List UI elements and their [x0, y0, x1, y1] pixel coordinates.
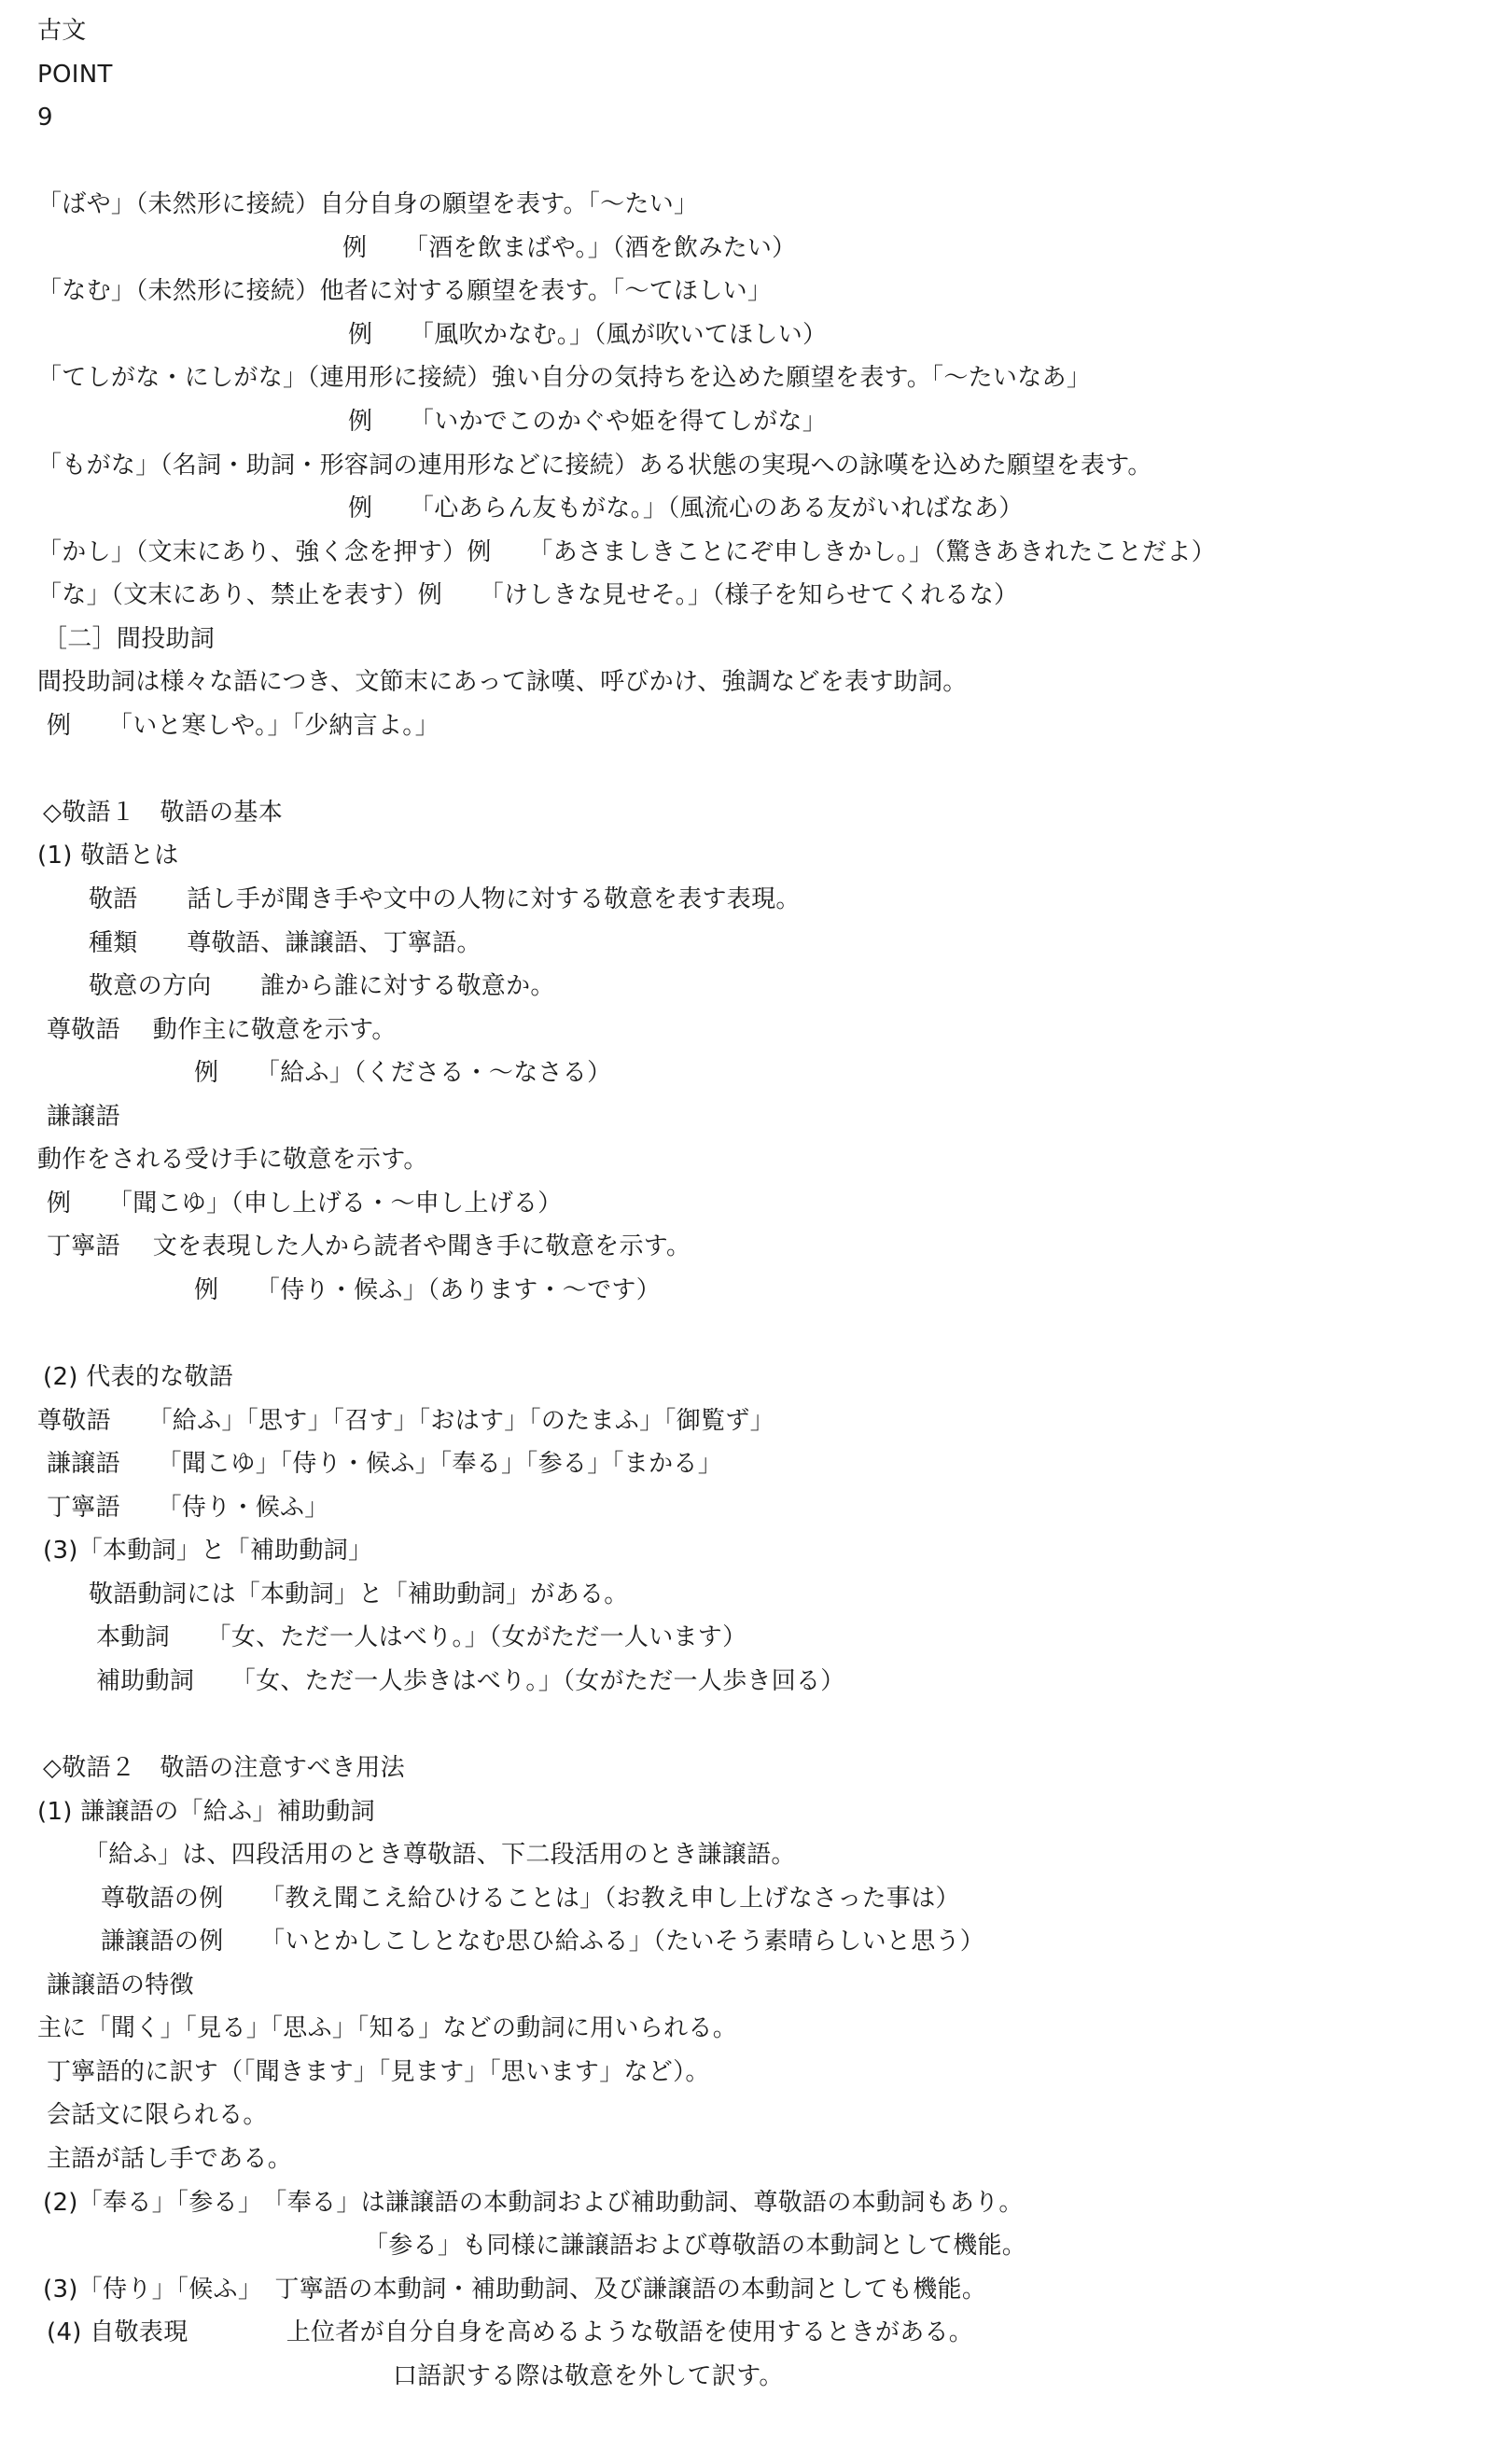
text-line: 謙譲語の特徴 [47, 1970, 194, 1999]
text-line: 口語訳する際は敬意を外して訳す。 [393, 2361, 784, 2390]
text-line: 例 「聞こゆ」（申し上げる・〜申し上げる） [47, 1189, 563, 1218]
text-line: 例 「給ふ」（くださる・〜なさる） [194, 1059, 612, 1088]
text-line: (2)「奉る」「参る」 「奉る」は謙譲語の本動詞および補助動詞、尊敬語の本動詞もあり。 [43, 2188, 1024, 2217]
text-line: 例 「酒を飲まばや。」（酒を飲みたい） [342, 233, 797, 262]
text-line: 例 「心あらん友もがな。」（風流心のある友がいればなあ） [348, 494, 1024, 523]
text-line: ◇敬語１ 敬語の基本 [43, 798, 283, 827]
text-line: 敬語動詞には「本動詞」と「補助動詞」がある。 [89, 1580, 629, 1608]
text-line: 「もがな」（名詞・助詞・形容詞の連用形などに接続）ある状態の実現への詠嘆を込めた願望を表す。 [37, 451, 1152, 480]
text-line: (4) 自敬表現 上位者が自分自身を高めるような敬語を使用するときがある。 [47, 2318, 974, 2347]
text-line: (1) 謙譲語の「給ふ」補助動詞 [37, 1797, 375, 1826]
text-line: 「給ふ」は、四段活用のとき尊敬語、下二段活用のとき謙譲語。 [84, 1841, 796, 1870]
text-line: 主語が話し手である。 [47, 2144, 293, 2173]
text-line: 間投助詞は様々な語につき、文節末にあって詠嘆、呼びかけ、強調などを表す助詞。 [37, 668, 968, 697]
text-line: 敬語 話し手が聞き手や文中の人物に対する敬意を表す表現。 [89, 885, 801, 913]
text-line: 例 「侍り・候ふ」（あります・〜です） [194, 1275, 662, 1304]
text-line: 「な」（文末にあり、禁止を表す）例 「けしきな見せそ。」（様子を知らせてくれるな） [37, 581, 1019, 610]
text-line: 敬意の方向 誰から誰に対する敬意か。 [89, 972, 555, 1001]
text-line: 謙譲語 [47, 1102, 120, 1131]
text-line: (2) 代表的な敬語 [43, 1363, 234, 1392]
text-line: 古文 [37, 17, 87, 45]
text-line: 「かし」（文末にあり、強く念を押す）例 「あさましきことにぞ申しきかし。」（驚きあきれたことだよ） [37, 537, 1217, 566]
text-line: 本動詞 「女、ただ一人はべり。」（女がただ一人います） [96, 1623, 747, 1652]
text-line: 丁寧語 「侍り・候ふ」 [47, 1493, 329, 1522]
text-line: (3)「本動詞」と「補助動詞」 [43, 1537, 373, 1566]
text-line: 主に「聞く」「見る」「思ふ」「知る」などの動詞に用いられる。 [37, 2014, 738, 2043]
text-line: 9 [37, 104, 53, 132]
text-line: 丁寧語 文を表現した人から読者や聞き手に敬意を示す。 [47, 1232, 691, 1261]
text-line: 尊敬語 動作主に敬意を示す。 [47, 1015, 397, 1044]
text-line: 謙譲語の例 「いとかしこしとなむ思ひ給ふる」（たいそう素晴らしいと思う） [101, 1928, 985, 1956]
text-line: 例 「風吹かなむ。」（風が吹いてほしい） [348, 320, 828, 349]
text-line: (3)「侍り」「候ふ」 丁寧語の本動詞・補助動詞、及び謙譲語の本動詞としても機能。 [43, 2275, 987, 2304]
text-line: 会話文に限られる。 [47, 2101, 268, 2130]
text-line: 例 「いと寒しや。」「少納言よ。」 [47, 711, 440, 740]
text-line: POINT [37, 60, 113, 89]
text-line: 尊敬語 「給ふ」「思す」「召す」「おはす」「のたまふ」「御覧ず」 [37, 1406, 774, 1435]
text-line: 動作をされる受け手に敬意を示す。 [37, 1146, 428, 1175]
text-line: 丁寧語的に訳す（「聞きます」「見ます」「思います」など）。 [47, 2057, 710, 2086]
text-line: (1) 敬語とは [37, 842, 179, 870]
text-line: 「ばや」（未然形に接続）自分自身の願望を表す。「〜たい」 [37, 190, 699, 219]
text-line: 「なむ」（未然形に接続）他者に対する願望を表す。「〜てほしい」 [37, 277, 773, 306]
text-line: 「参る」も同様に謙譲語および尊敬語の本動詞として機能。 [364, 2232, 1027, 2261]
text-line: 例 「いかでこのかぐや姫を得てしがな」 [348, 407, 828, 436]
text-line: 尊敬語の例 「教え聞こえ給ひけることは」（お教え申し上げなさった事は） [101, 1884, 960, 1913]
text-line: ◇敬語２ 敬語の注意すべき用法 [43, 1754, 405, 1782]
text-line: 種類 尊敬語、謙譲語、丁寧語。 [89, 928, 481, 957]
text-line: 謙譲語 「聞こゆ」「侍り・候ふ」「奉る」「参る」「まかる」 [47, 1450, 723, 1479]
text-line: ［二］間投助詞 [43, 624, 216, 653]
text-line: 補助動詞 「女、ただ一人歩きはべり。」（女がただ一人歩き回る） [96, 1666, 845, 1695]
text-line: 「てしがな・にしがな」（連用形に接続）強い自分の気持ちを込めた願望を表す。「〜たいなあ」 [37, 364, 1092, 393]
